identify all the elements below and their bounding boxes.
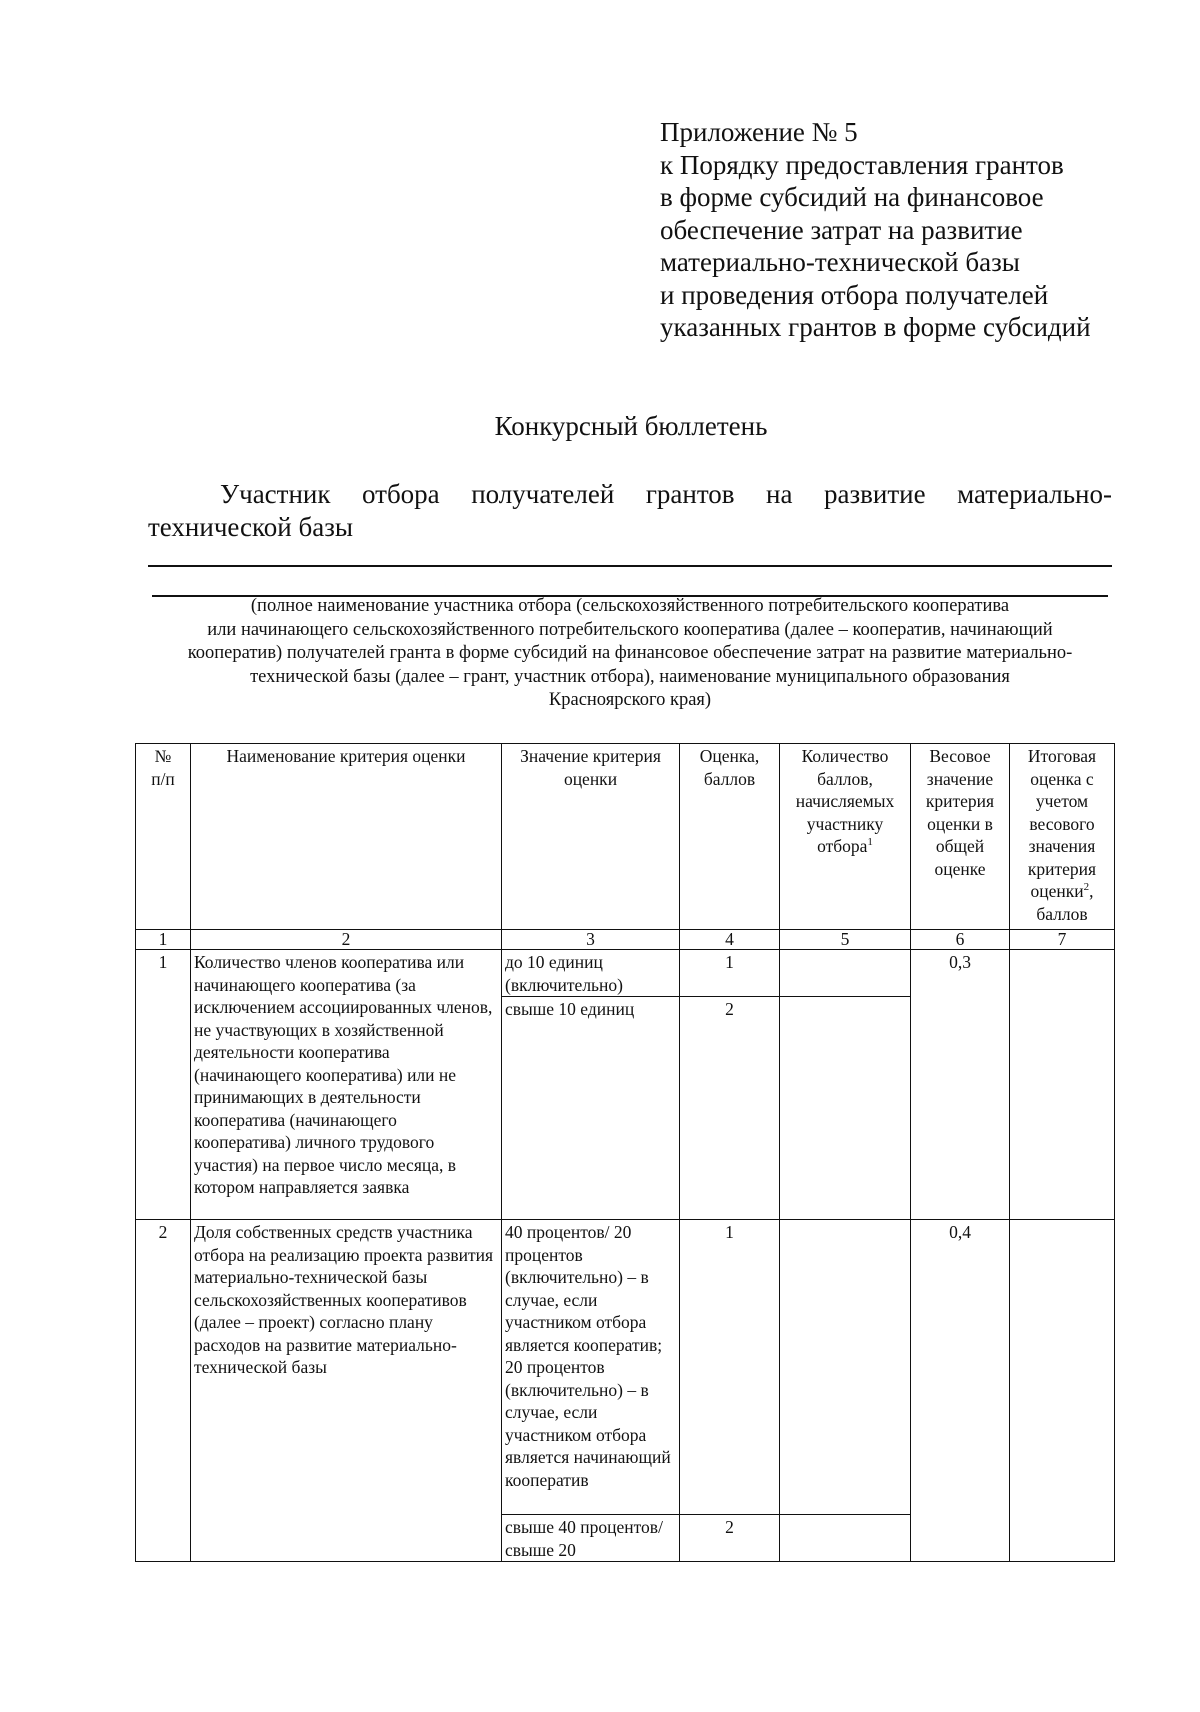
- header-row: [136, 744, 1115, 930]
- caption-line: технической базы (далее – грант, участник отбора), наименование муниципального образования: [250, 666, 1010, 687]
- appendix-line: к Порядку предоставления грантов: [660, 149, 1064, 180]
- participant-caption: [140, 595, 1120, 713]
- criterion-value: 40 процентов/ 20 процентов (включительно) – в случае, если участником отбора является кооператив; 20 процентов (включительно) – в случае, если участником отбора является начинающий кооператив: [502, 1220, 680, 1515]
- participant-heading: [148, 478, 1112, 544]
- header-total-text: Итоговая оценка с учетом весового значения критерия оценки: [1027, 746, 1097, 901]
- header-score: Оценка, баллов: [680, 744, 780, 930]
- column-number: 1: [136, 930, 191, 950]
- participant-line-2: технической базы: [148, 512, 354, 542]
- participant-word: материально-: [957, 479, 1112, 509]
- column-number: 3: [502, 930, 680, 950]
- header-points-text: Количество баллов, начисляемых участнику отбора: [795, 746, 895, 856]
- participant-word: на: [766, 479, 793, 509]
- participant-word: получателей: [471, 479, 615, 509]
- weight-value: 0,3: [911, 950, 1010, 1220]
- header-value: Значение критерия оценки: [502, 744, 680, 930]
- column-number: 5: [780, 930, 911, 950]
- row-num: 1: [136, 950, 191, 1220]
- header-weight: Весовое значение критерия оценки в общей оценке: [911, 744, 1010, 930]
- caption-line: Красноярского края): [548, 690, 712, 710]
- header-points: [780, 744, 911, 930]
- column-number: 2: [191, 930, 502, 950]
- participant-line-1: [148, 478, 1112, 511]
- criterion-score: 2: [680, 997, 780, 1220]
- header-num: [136, 744, 191, 930]
- points-cell: [780, 997, 911, 1220]
- header-num-abbr: п/п: [151, 768, 175, 789]
- participant-word: отбора: [362, 479, 440, 509]
- document-title: Конкурсный бюллетень: [494, 411, 768, 441]
- total-cell: [1010, 1220, 1115, 1562]
- evaluation-table: [135, 743, 1115, 1562]
- appendix-line: материально-технической базы: [660, 247, 1020, 277]
- criterion-name: Доля собственных средств участника отбора на реализацию проекта развития материально-технической базы сельскохозяйственных кооперативов (далее – проект) согласно плану расходов на развитие материально-технической базы: [191, 1220, 502, 1562]
- row-num: 2: [136, 1220, 191, 1562]
- appendix-line: в форме субсидий на финансовое: [660, 182, 1044, 212]
- participant-word: Участник: [220, 479, 331, 509]
- criterion-value: свыше 40 процентов/свыше 20: [502, 1515, 680, 1562]
- caption-line: (полное наименование участника отбора (сельскохозяйственного потребительского кооператива: [250, 596, 1010, 616]
- points-cell: [780, 950, 911, 997]
- criterion-score: 2: [680, 1515, 780, 1562]
- appendix-line: обеспечение затрат на развитие: [660, 214, 1023, 245]
- header-num-symbol: №: [154, 746, 172, 766]
- criterion-value: до 10 единиц (включительно): [502, 950, 680, 997]
- appendix-header: [660, 116, 1180, 344]
- column-number-row: [136, 930, 1115, 950]
- criterion-name: Количество членов кооператива или начинающего кооператива (за исключением ассоциированных членов, не участвующих в хозяйственной деятельности кооператива (начинающего кооператива) или не принимающих в деятельности кооператива (начинающего кооператива) личного трудового участия) на первое число месяца, в котором направляется заявка: [191, 950, 502, 1220]
- column-number: 4: [680, 930, 780, 950]
- caption-line: кооператив) получателей гранта в форме субсидий на финансовое обеспечение затрат на развитие материально-: [187, 643, 1073, 663]
- criterion-score: 1: [680, 1220, 780, 1515]
- participant-word: грантов: [645, 479, 735, 509]
- header-criterion: Наименование критерия оценки: [191, 744, 502, 930]
- table-row: [136, 1220, 1115, 1515]
- participant-word: развитие: [824, 479, 926, 509]
- column-number: 7: [1010, 930, 1115, 950]
- column-number: 6: [911, 930, 1010, 950]
- caption-line: или начинающего сельскохозяйственного потребительского кооператива (далее – кооператив, начинающий: [207, 619, 1053, 640]
- table-row: [136, 950, 1115, 997]
- header-total: [1010, 744, 1115, 930]
- header-total-tail: , баллов: [1036, 881, 1094, 924]
- criterion-value: свыше 10 единиц: [502, 997, 680, 1220]
- points-cell: [780, 1515, 911, 1562]
- appendix-line: и проведения отбора получателей: [660, 279, 1049, 310]
- appendix-line: указанных грантов в форме субсидий: [660, 312, 1091, 342]
- fill-in-line: [148, 565, 1112, 567]
- weight-value: 0,4: [911, 1220, 1010, 1562]
- total-cell: [1010, 950, 1115, 1220]
- appendix-line: Приложение № 5: [660, 117, 858, 147]
- criterion-score: 1: [680, 950, 780, 997]
- footnote-mark: 2: [1083, 881, 1090, 894]
- points-cell: [780, 1220, 911, 1515]
- footnote-mark: 1: [867, 836, 873, 849]
